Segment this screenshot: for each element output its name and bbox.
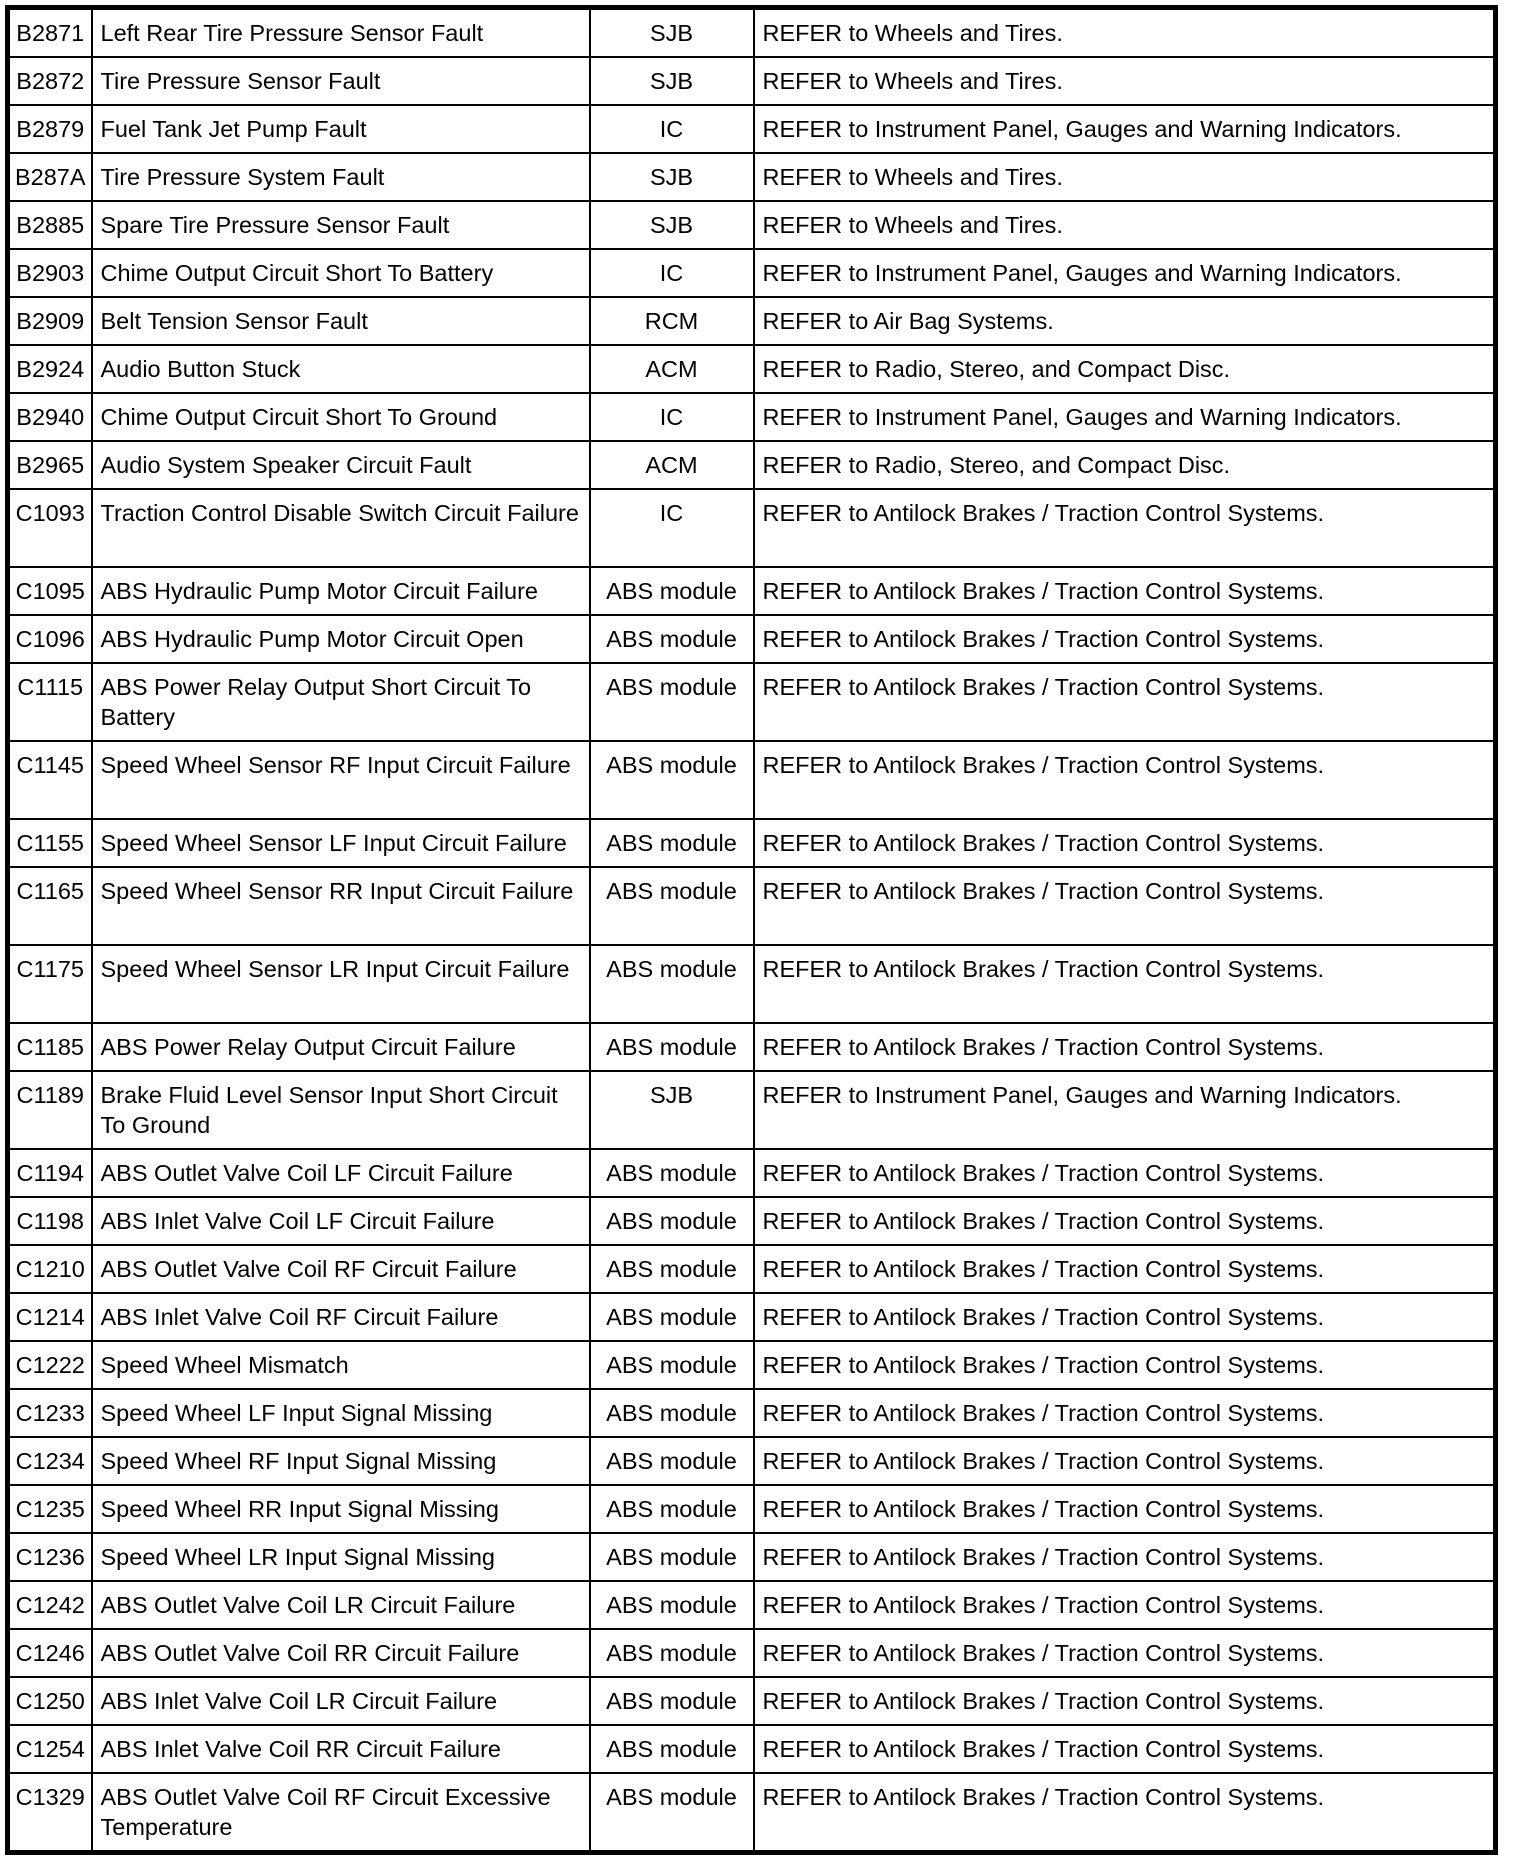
dtc-description-cell: ABS Hydraulic Pump Motor Circuit Open xyxy=(92,615,590,663)
dtc-source-module-cell: ABS module xyxy=(590,1197,754,1245)
dtc-code-cell: C1254 xyxy=(8,1725,92,1773)
dtc-description-cell: Speed Wheel Sensor LF Input Circuit Failure xyxy=(92,819,590,867)
dtc-description-cell: ABS Outlet Valve Coil RF Circuit Failure xyxy=(92,1245,590,1293)
dtc-source-module-cell: SJB xyxy=(590,1071,754,1149)
table-row xyxy=(8,567,1496,615)
dtc-code-cell: C1250 xyxy=(8,1677,92,1725)
dtc-source-module-cell: SJB xyxy=(590,57,754,105)
dtc-code-cell: B2885 xyxy=(8,201,92,249)
dtc-code-cell: C1235 xyxy=(8,1485,92,1533)
table-row xyxy=(8,1437,1496,1485)
dtc-code-cell: C1189 xyxy=(8,1071,92,1149)
dtc-code-cell: C1194 xyxy=(8,1149,92,1197)
dtc-action-cell: REFER to Radio, Stereo, and Compact Disc. xyxy=(754,441,1496,489)
dtc-source-module-cell: ABS module xyxy=(590,1023,754,1071)
dtc-description-cell: ABS Inlet Valve Coil LF Circuit Failure xyxy=(92,1197,590,1245)
dtc-action-cell: REFER to Instrument Panel, Gauges and Warning Indicators. xyxy=(754,1071,1496,1149)
dtc-description-cell: Speed Wheel LR Input Signal Missing xyxy=(92,1533,590,1581)
dtc-action-cell: REFER to Antilock Brakes / Traction Control Systems. xyxy=(754,1773,1496,1853)
dtc-source-module-cell: ABS module xyxy=(590,1725,754,1773)
table-row xyxy=(8,1293,1496,1341)
dtc-code-cell: C1242 xyxy=(8,1581,92,1629)
dtc-source-module-cell: RCM xyxy=(590,297,754,345)
dtc-code-cell: B2940 xyxy=(8,393,92,441)
dtc-action-cell: REFER to Antilock Brakes / Traction Control Systems. xyxy=(754,1677,1496,1725)
table-row xyxy=(8,867,1496,945)
dtc-action-cell: REFER to Instrument Panel, Gauges and Warning Indicators. xyxy=(754,393,1496,441)
dtc-action-cell: REFER to Antilock Brakes / Traction Control Systems. xyxy=(754,1629,1496,1677)
dtc-code-cell: C1246 xyxy=(8,1629,92,1677)
table-row xyxy=(8,1677,1496,1725)
dtc-description-cell: ABS Inlet Valve Coil RF Circuit Failure xyxy=(92,1293,590,1341)
dtc-action-cell: REFER to Antilock Brakes / Traction Control Systems. xyxy=(754,1533,1496,1581)
table-row xyxy=(8,1197,1496,1245)
dtc-description-cell: ABS Outlet Valve Coil LR Circuit Failure xyxy=(92,1581,590,1629)
dtc-description-cell: Tire Pressure Sensor Fault xyxy=(92,57,590,105)
table-row xyxy=(8,1071,1496,1149)
dtc-table xyxy=(5,5,1498,1855)
dtc-code-cell: B287A xyxy=(8,153,92,201)
dtc-description-cell: ABS Power Relay Output Short Circuit To Battery xyxy=(92,663,590,741)
dtc-description-cell: Chime Output Circuit Short To Ground xyxy=(92,393,590,441)
dtc-source-module-cell: ABS module xyxy=(590,1485,754,1533)
table-row xyxy=(8,345,1496,393)
dtc-action-cell: REFER to Antilock Brakes / Traction Control Systems. xyxy=(754,567,1496,615)
dtc-code-cell: C1236 xyxy=(8,1533,92,1581)
dtc-source-module-cell: ABS module xyxy=(590,945,754,1023)
table-row xyxy=(8,945,1496,1023)
dtc-code-cell: C1096 xyxy=(8,615,92,663)
dtc-action-cell: REFER to Antilock Brakes / Traction Control Systems. xyxy=(754,1341,1496,1389)
dtc-source-module-cell: ABS module xyxy=(590,1293,754,1341)
dtc-action-cell: REFER to Instrument Panel, Gauges and Warning Indicators. xyxy=(754,105,1496,153)
dtc-action-cell: REFER to Antilock Brakes / Traction Control Systems. xyxy=(754,1581,1496,1629)
dtc-code-cell: C1185 xyxy=(8,1023,92,1071)
dtc-source-module-cell: ACM xyxy=(590,345,754,393)
dtc-code-cell: C1233 xyxy=(8,1389,92,1437)
dtc-description-cell: Brake Fluid Level Sensor Input Short Circuit To Ground xyxy=(92,1071,590,1149)
dtc-description-cell: Speed Wheel Sensor RF Input Circuit Failure xyxy=(92,741,590,819)
dtc-description-cell: Speed Wheel RR Input Signal Missing xyxy=(92,1485,590,1533)
table-row xyxy=(8,1533,1496,1581)
dtc-source-module-cell: ABS module xyxy=(590,1341,754,1389)
dtc-description-cell: ABS Power Relay Output Circuit Failure xyxy=(92,1023,590,1071)
dtc-code-cell: B2872 xyxy=(8,57,92,105)
dtc-action-cell: REFER to Antilock Brakes / Traction Control Systems. xyxy=(754,945,1496,1023)
dtc-description-cell: Fuel Tank Jet Pump Fault xyxy=(92,105,590,153)
dtc-code-cell: C1198 xyxy=(8,1197,92,1245)
table-row xyxy=(8,1149,1496,1197)
dtc-action-cell: REFER to Antilock Brakes / Traction Control Systems. xyxy=(754,1389,1496,1437)
table-row xyxy=(8,663,1496,741)
table-row xyxy=(8,201,1496,249)
dtc-action-cell: REFER to Radio, Stereo, and Compact Disc. xyxy=(754,345,1496,393)
dtc-code-cell: B2871 xyxy=(8,8,92,58)
dtc-source-module-cell: ABS module xyxy=(590,663,754,741)
table-row xyxy=(8,615,1496,663)
dtc-description-cell: Speed Wheel RF Input Signal Missing xyxy=(92,1437,590,1485)
dtc-source-module-cell: SJB xyxy=(590,153,754,201)
dtc-description-cell: ABS Hydraulic Pump Motor Circuit Failure xyxy=(92,567,590,615)
dtc-code-cell: B2879 xyxy=(8,105,92,153)
dtc-code-cell: C1093 xyxy=(8,489,92,567)
dtc-source-module-cell: ABS module xyxy=(590,1245,754,1293)
dtc-description-cell: ABS Inlet Valve Coil RR Circuit Failure xyxy=(92,1725,590,1773)
dtc-action-cell: REFER to Antilock Brakes / Traction Control Systems. xyxy=(754,1485,1496,1533)
dtc-table-body xyxy=(8,8,1496,1853)
dtc-source-module-cell: ABS module xyxy=(590,615,754,663)
table-row xyxy=(8,1725,1496,1773)
dtc-source-module-cell: IC xyxy=(590,489,754,567)
table-row xyxy=(8,153,1496,201)
table-row xyxy=(8,8,1496,58)
dtc-source-module-cell: ABS module xyxy=(590,741,754,819)
dtc-source-module-cell: ABS module xyxy=(590,1629,754,1677)
dtc-description-cell: ABS Inlet Valve Coil LR Circuit Failure xyxy=(92,1677,590,1725)
dtc-source-module-cell: IC xyxy=(590,393,754,441)
dtc-action-cell: REFER to Wheels and Tires. xyxy=(754,8,1496,58)
dtc-code-cell: B2965 xyxy=(8,441,92,489)
dtc-source-module-cell: SJB xyxy=(590,201,754,249)
dtc-description-cell: ABS Outlet Valve Coil LF Circuit Failure xyxy=(92,1149,590,1197)
dtc-source-module-cell: ABS module xyxy=(590,1149,754,1197)
dtc-description-cell: ABS Outlet Valve Coil RF Circuit Excessive Temperature xyxy=(92,1773,590,1853)
dtc-code-cell: C1175 xyxy=(8,945,92,1023)
dtc-action-cell: REFER to Antilock Brakes / Traction Control Systems. xyxy=(754,1023,1496,1071)
dtc-source-module-cell: ABS module xyxy=(590,1533,754,1581)
table-row xyxy=(8,489,1496,567)
dtc-description-cell: Tire Pressure System Fault xyxy=(92,153,590,201)
dtc-action-cell: REFER to Antilock Brakes / Traction Control Systems. xyxy=(754,663,1496,741)
dtc-action-cell: REFER to Wheels and Tires. xyxy=(754,57,1496,105)
dtc-action-cell: REFER to Antilock Brakes / Traction Control Systems. xyxy=(754,1149,1496,1197)
dtc-code-cell: C1222 xyxy=(8,1341,92,1389)
dtc-action-cell: REFER to Air Bag Systems. xyxy=(754,297,1496,345)
dtc-description-cell: Speed Wheel Sensor RR Input Circuit Failure xyxy=(92,867,590,945)
table-row xyxy=(8,1485,1496,1533)
dtc-action-cell: REFER to Instrument Panel, Gauges and Warning Indicators. xyxy=(754,249,1496,297)
dtc-code-cell: B2909 xyxy=(8,297,92,345)
table-row xyxy=(8,57,1496,105)
dtc-description-cell: Spare Tire Pressure Sensor Fault xyxy=(92,201,590,249)
dtc-code-cell: B2924 xyxy=(8,345,92,393)
dtc-action-cell: REFER to Antilock Brakes / Traction Control Systems. xyxy=(754,819,1496,867)
dtc-code-cell: C1115 xyxy=(8,663,92,741)
dtc-source-module-cell: ABS module xyxy=(590,567,754,615)
dtc-code-cell: C1214 xyxy=(8,1293,92,1341)
dtc-action-cell: REFER to Antilock Brakes / Traction Control Systems. xyxy=(754,741,1496,819)
dtc-code-cell: C1234 xyxy=(8,1437,92,1485)
dtc-code-cell: C1155 xyxy=(8,819,92,867)
dtc-action-cell: REFER to Antilock Brakes / Traction Control Systems. xyxy=(754,1293,1496,1341)
dtc-source-module-cell: ACM xyxy=(590,441,754,489)
table-row xyxy=(8,249,1496,297)
dtc-source-module-cell: IC xyxy=(590,105,754,153)
dtc-source-module-cell: ABS module xyxy=(590,1437,754,1485)
dtc-source-module-cell: ABS module xyxy=(590,1581,754,1629)
dtc-description-cell: Audio System Speaker Circuit Fault xyxy=(92,441,590,489)
dtc-description-cell: Audio Button Stuck xyxy=(92,345,590,393)
dtc-code-cell: C1165 xyxy=(8,867,92,945)
dtc-source-module-cell: ABS module xyxy=(590,1389,754,1437)
table-row xyxy=(8,1389,1496,1437)
table-row xyxy=(8,819,1496,867)
dtc-source-module-cell: ABS module xyxy=(590,1773,754,1853)
dtc-description-cell: Left Rear Tire Pressure Sensor Fault xyxy=(92,8,590,58)
dtc-description-cell: Traction Control Disable Switch Circuit Failure xyxy=(92,489,590,567)
dtc-description-cell: Belt Tension Sensor Fault xyxy=(92,297,590,345)
table-row xyxy=(8,441,1496,489)
dtc-description-cell: Speed Wheel LF Input Signal Missing xyxy=(92,1389,590,1437)
table-row xyxy=(8,1245,1496,1293)
dtc-source-module-cell: IC xyxy=(590,249,754,297)
dtc-source-module-cell: ABS module xyxy=(590,819,754,867)
dtc-source-module-cell: ABS module xyxy=(590,867,754,945)
dtc-source-module-cell: ABS module xyxy=(590,1677,754,1725)
dtc-action-cell: REFER to Antilock Brakes / Traction Control Systems. xyxy=(754,1197,1496,1245)
dtc-description-cell: ABS Outlet Valve Coil RR Circuit Failure xyxy=(92,1629,590,1677)
dtc-action-cell: REFER to Wheels and Tires. xyxy=(754,201,1496,249)
table-row xyxy=(8,1023,1496,1071)
dtc-code-cell: C1145 xyxy=(8,741,92,819)
table-row xyxy=(8,1341,1496,1389)
dtc-action-cell: REFER to Antilock Brakes / Traction Control Systems. xyxy=(754,615,1496,663)
table-row xyxy=(8,741,1496,819)
dtc-code-cell: C1329 xyxy=(8,1773,92,1853)
dtc-description-cell: Speed Wheel Sensor LR Input Circuit Failure xyxy=(92,945,590,1023)
table-row xyxy=(8,1773,1496,1853)
dtc-source-module-cell: SJB xyxy=(590,8,754,58)
dtc-action-cell: REFER to Antilock Brakes / Traction Control Systems. xyxy=(754,1437,1496,1485)
dtc-action-cell: REFER to Antilock Brakes / Traction Control Systems. xyxy=(754,489,1496,567)
dtc-action-cell: REFER to Antilock Brakes / Traction Control Systems. xyxy=(754,867,1496,945)
table-row xyxy=(8,1629,1496,1677)
table-row xyxy=(8,393,1496,441)
dtc-action-cell: REFER to Antilock Brakes / Traction Control Systems. xyxy=(754,1725,1496,1773)
table-row xyxy=(8,1581,1496,1629)
dtc-action-cell: REFER to Wheels and Tires. xyxy=(754,153,1496,201)
table-row xyxy=(8,297,1496,345)
dtc-code-cell: C1095 xyxy=(8,567,92,615)
dtc-code-cell: B2903 xyxy=(8,249,92,297)
dtc-description-cell: Speed Wheel Mismatch xyxy=(92,1341,590,1389)
dtc-code-cell: C1210 xyxy=(8,1245,92,1293)
dtc-action-cell: REFER to Antilock Brakes / Traction Control Systems. xyxy=(754,1245,1496,1293)
dtc-description-cell: Chime Output Circuit Short To Battery xyxy=(92,249,590,297)
table-row xyxy=(8,105,1496,153)
